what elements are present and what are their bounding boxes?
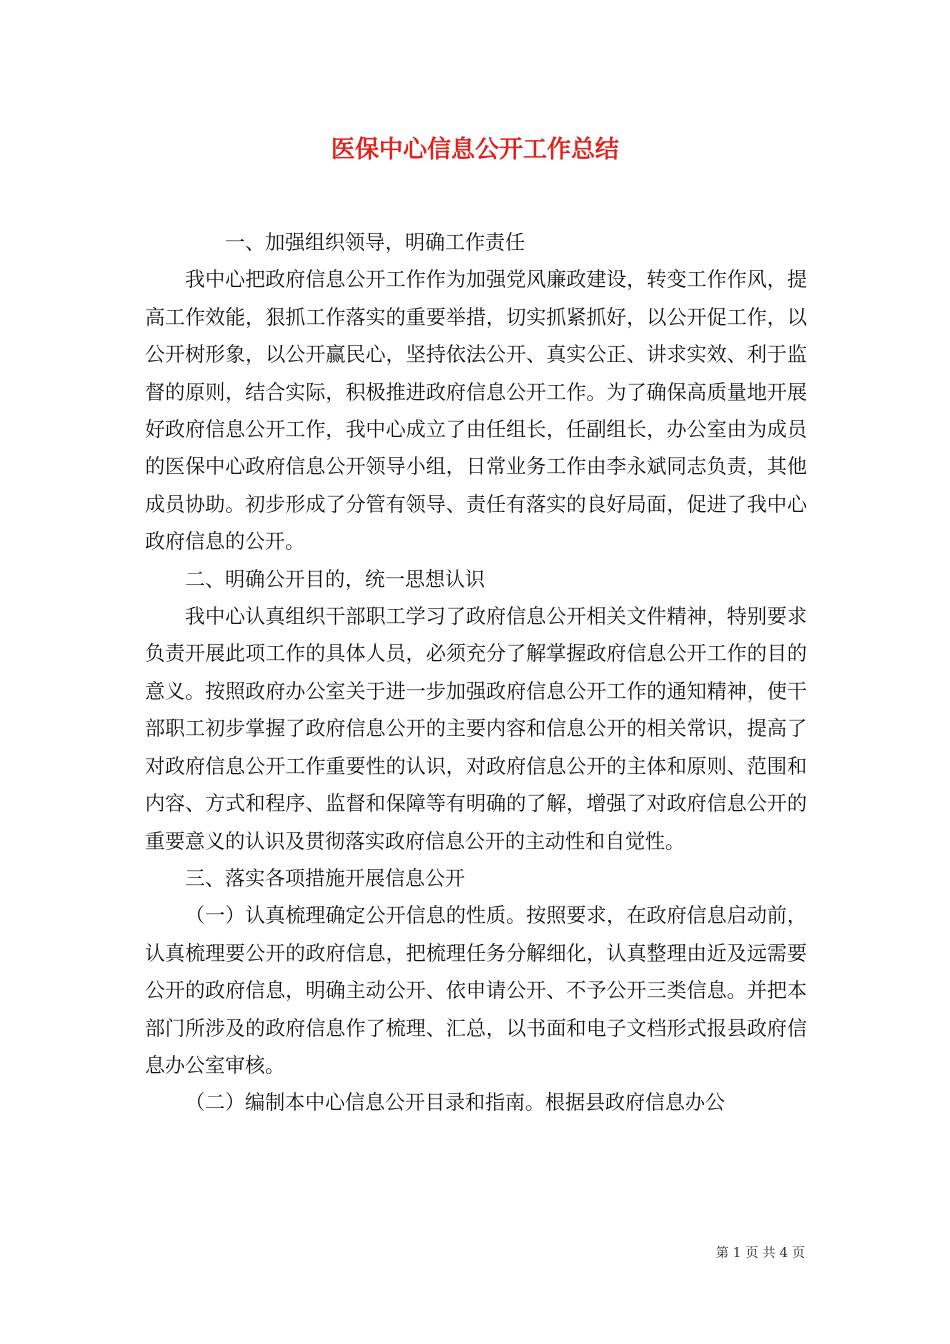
body-paragraph: （一）认真梳理确定公开信息的性质。按照要求，在政府信息启动前，认真梳理要公开的政府信息，把梳理任务分解细化，认真整理由近及远需要公开的政府信息，明确主动公开、依申请公开、不予公开三类信息。并把本部门所涉及的政府信息作了梳理、汇总，以书面和电子文档形式报县政府信息办公室审核。: [145, 903, 807, 1077]
document-body: [145, 224, 807, 1122]
section-heading-1: 一、加强组织领导，明确工作责任: [225, 230, 525, 254]
page-number: 第 1 页 共 4 页: [715, 1246, 805, 1261]
body-paragraph: 我中心把政府信息公开工作作为加强党风廉政建设，转变工作作风，提高工作效能，狠抓工作落实的重要举措，切实抓紧抓好，以公开促工作，以公开树形象，以公开赢民心，坚持依法公开、真实公正、讲求实效、利于监督的原则，结合实际，积极推进政府信息公开工作。为了确保高质量地开展好政府信息公开工作，我中心成立了由任组长，任副组长，办公室由为成员的医保中心政府信息公开领导小组，日常业务工作由李永斌同志负责，其他成员协助。初步形成了分管有领导、责任有落实的良好局面，促进了我中心政府信息的公开。: [145, 267, 807, 554]
body-paragraph: （二）编制本中心信息公开目录和指南。根据县政府信息办公: [185, 1090, 725, 1115]
section-heading-3: 三、落实各项措施开展信息公开: [185, 865, 465, 890]
document-title: 医保中心信息公开工作总结: [331, 134, 619, 163]
body-paragraph: 我中心认真组织干部职工学习了政府信息公开相关文件精神，特别要求负责开展此项工作的具体人员，必须充分了解掌握政府信息公开工作的目的意义。按照政府办公室关于进一步加强政府信息公开工作的通知精神，使干部职工初步掌握了政府信息公开的主要内容和信息公开的相关常识，提高了对政府信息公开工作重要性的认识，对政府信息公开的主体和原则、范围和内容、方式和程序、监督和保障等有明确的了解，增强了对政府信息公开的重要意义的认识及贯彻落实政府信息公开的主动性和自觉性。: [145, 604, 807, 853]
section-heading-2: 二、明确公开目的，统一思想认识: [185, 566, 485, 591]
